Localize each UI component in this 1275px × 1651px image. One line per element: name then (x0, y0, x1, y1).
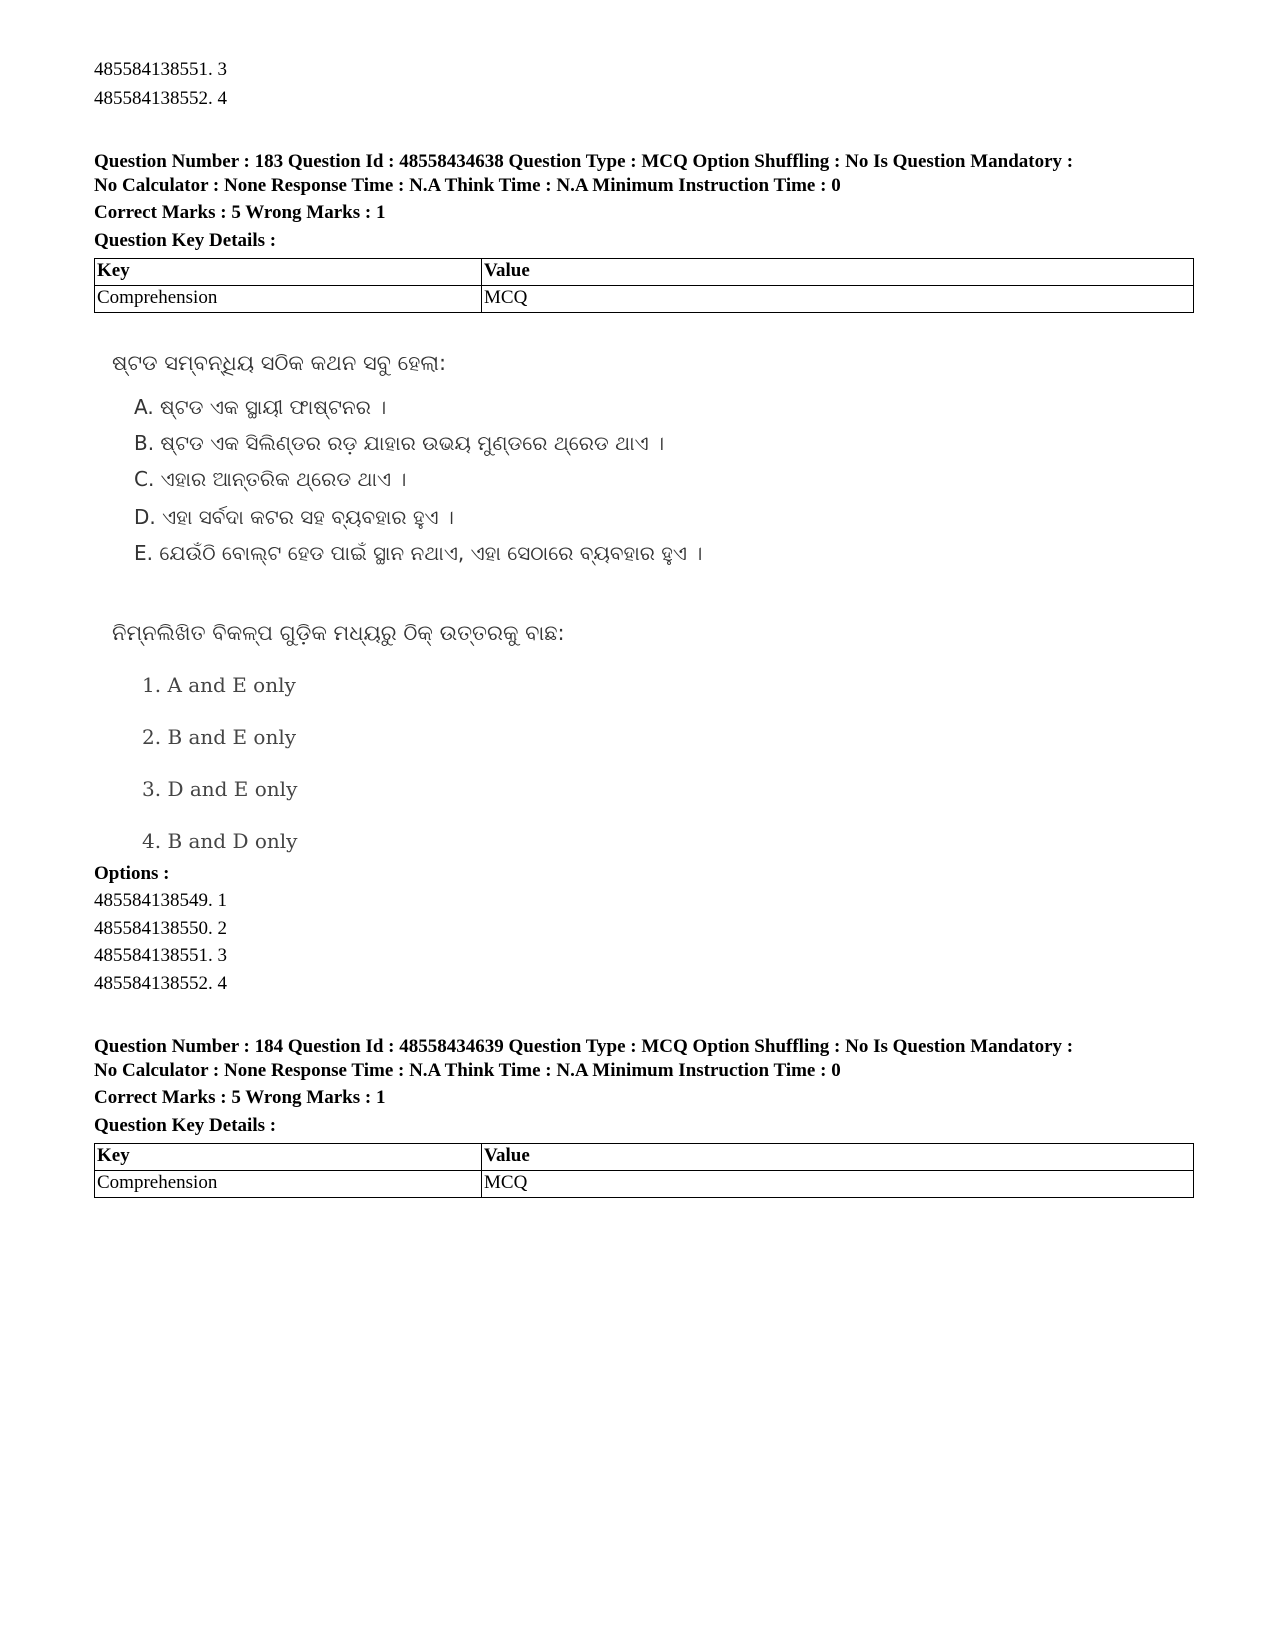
q184-key-table (94, 1143, 1194, 1198)
q183-key-table (94, 258, 1194, 313)
q183-meta (94, 150, 1204, 198)
statement-e: E. ଯେଉଁଠି ବୋଲ୍ଟ ହେଡ ପାଇଁ ସ୍ଥାନ ନଥାଏ, ଏହା ସେଠାରେ ବ୍ୟବହାର ହୁଏ । (134, 541, 703, 565)
table-header-value: Value (482, 259, 1194, 286)
table-cell-value: MCQ (482, 286, 1194, 313)
table-header-key: Key (95, 259, 482, 286)
question-image (94, 343, 734, 883)
q183-option-2: 485584138550. 2 (94, 918, 227, 939)
table-header-row (95, 1144, 1194, 1171)
statement-d: D. ଏହା ସର୍ବଦା କଟର ସହ ବ୍ୟବହାର ହୁଏ । (134, 505, 454, 529)
prev-option-3: 485584138551. 3 (94, 59, 227, 80)
q184-meta-line2: No Calculator : None Response Time : N.A Think Time : N.A Minimum Instruction Time : 0 (94, 1060, 841, 1081)
question-stem: ଷ୍ଟଡ ସମ୍ବନ୍ଧିୟ ସଠିକ କଥନ ସବୁ ହେଲା: (112, 351, 447, 375)
prev-option-4: 485584138552. 4 (94, 88, 227, 109)
q183-option-3: 485584138551. 3 (94, 945, 227, 966)
q183-option-4: 485584138552. 4 (94, 973, 227, 994)
table-header-row (95, 259, 1194, 286)
q183-options-label: Options : (94, 863, 170, 884)
q183-meta-line1: Question Number : 183 Question Id : 48558434638 Question Type : MCQ Option Shuffling : No Is Question Mandatory : (94, 151, 1074, 172)
q184-meta (94, 1035, 1204, 1083)
question-instruction: ନିମ୍ନଲିଖିତ ବିକଳ୍ପ ଗୁଡ଼ିକ ମଧ୍ୟରୁ ଠିକ୍ ଉତ୍ତରକୁ ବାଛ: (112, 621, 565, 645)
q184-key-details-label: Question Key Details : (94, 1115, 277, 1136)
q184-marks: Correct Marks : 5 Wrong Marks : 1 (94, 1087, 386, 1108)
statement-a: A. ଷ୍ଟଡ ଏକ ସ୍ଥାୟୀ ଫାଷ୍ଟନର । (134, 395, 387, 419)
table-cell-value: MCQ (482, 1171, 1194, 1198)
q184-meta-line1: Question Number : 184 Question Id : 48558434639 Question Type : MCQ Option Shuffling : No Is Question Mandatory : (94, 1036, 1074, 1057)
table-header-value: Value (482, 1144, 1194, 1171)
table-cell-key: Comprehension (95, 286, 482, 313)
table-cell-key: Comprehension (95, 1171, 482, 1198)
q183-marks: Correct Marks : 5 Wrong Marks : 1 (94, 202, 386, 223)
table-row (95, 1171, 1194, 1198)
q183-meta-line2: No Calculator : None Response Time : N.A Think Time : N.A Minimum Instruction Time : 0 (94, 175, 841, 196)
choice-3: 3. D and E only (142, 777, 298, 801)
choice-1: 1. A and E only (142, 673, 296, 697)
q183-key-details-label: Question Key Details : (94, 230, 277, 251)
choice-2: 2. B and E only (142, 725, 297, 749)
q183-option-1: 485584138549. 1 (94, 890, 227, 911)
statement-b: B. ଷ୍ଟଡ ଏକ ସିଲିଣ୍ଡର ରଡ଼ ଯାହାର ଉଭୟ ମୁଣ୍ଡରେ ଥ୍ରେଡ ଥାଏ । (134, 431, 665, 455)
table-row (95, 286, 1194, 313)
statement-c: C. ଏହାର ଆନ୍ତରିକ ଥ୍ରେଡ ଥାଏ । (134, 467, 407, 491)
choice-4: 4. B and D only (142, 829, 298, 853)
table-header-key: Key (95, 1144, 482, 1171)
